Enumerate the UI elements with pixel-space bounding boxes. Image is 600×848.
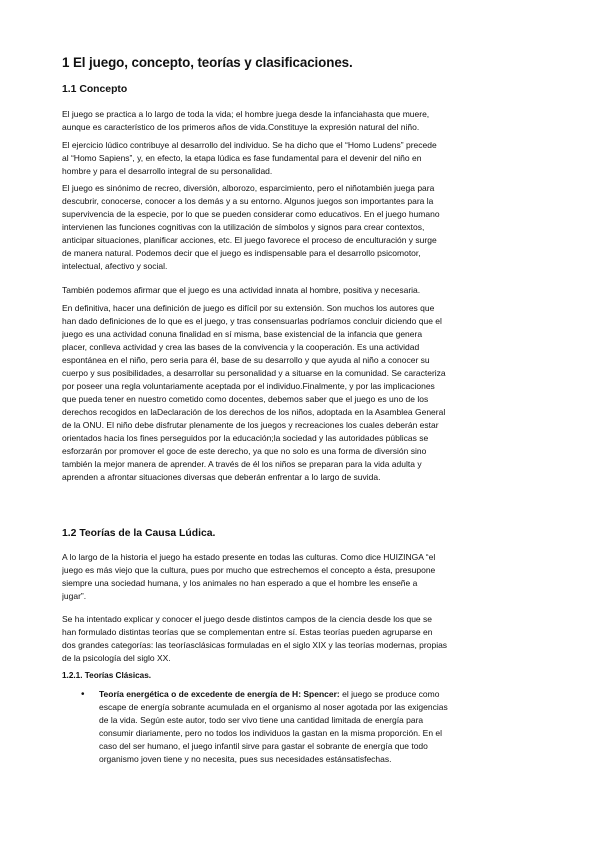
text-line: organismo joven tiene y no necesita, pues sus necesidades estánsatisfechas.	[99, 754, 392, 764]
text-line: de la psicología del siglo XX.	[62, 653, 171, 663]
text-line: intelectual, afectivo y social.	[62, 261, 168, 271]
list-item	[99, 688, 542, 766]
text-line: juego es más viejo que la cultura, pues por mucho que estrechemos el concepto a ésta, presupone	[62, 565, 436, 575]
text-line: supervivencia de la especie, por lo que se pueden considerar como educativos. En el juego humano	[62, 209, 440, 219]
text-line: al “Homo Sapiens”, y, en efecto, la etapa lúdica es fase fundamental para el devenir del niño en	[62, 153, 422, 163]
paragraph	[62, 551, 542, 603]
text-line: derechos recogidos en laDeclaración de los derechos de los niños, adoptada en la Asamblea General	[62, 407, 446, 417]
text-line: dos grandes categorías: las teoríasclásicas formuladas en el siglo XIX y las teorías modernas, propias	[62, 640, 448, 650]
bullet-icon: •	[81, 689, 85, 700]
section-heading-1-2: 1.2 Teorías de la Causa Lúdica.	[62, 528, 216, 539]
text-line: cuerpo y sus posibilidades, a desarrollar su personalidad y a situarse en la comunidad. Se caracteriza	[62, 368, 446, 378]
text-line: también la mejor manera de aprender. A través de él los niños se preparan para la vida adulta y	[62, 459, 422, 469]
text-run: el juego se produce como	[339, 689, 440, 699]
section-heading-1-1: 1.1 Concepto	[62, 84, 128, 95]
text-line: han dado definiciones de lo que es el juego, y tras consensuarlas podríamos concluir diciendo que el	[62, 316, 442, 326]
text-line: hombre y para el desarrollo integral de su personalidad.	[62, 166, 273, 176]
paragraph	[62, 613, 542, 665]
paragraph	[62, 284, 542, 297]
text-line: aprenden a afrontar situaciones diversas que deberán enfrentar a lo largo de suvida.	[62, 472, 381, 482]
text-line: intervienen las funciones cognitivas con la utilización de símbolos y signos para crear contextos,	[62, 222, 425, 232]
text-line	[99, 688, 542, 701]
text-line: aunque es característico de los primeros años de vida.Constituye la expresión natural del niño.	[62, 122, 420, 132]
text-line: El juego se practica a lo largo de toda la vida; el hombre juega desde la infanciahasta que muere,	[62, 109, 430, 119]
text-line: El ejercicio lúdico contribuye al desarrollo del individuo. Se ha dicho que el “Homo Ludens” precede	[62, 140, 437, 150]
text-line: placer, conlleva actividad y crea las bases de la convivencia y la cooperación. Es una actividad	[62, 342, 420, 352]
text-line: A lo largo de la historia el juego ha estado presente en todas las culturas. Como dice HUIZINGA “el	[62, 552, 436, 562]
paragraph	[62, 108, 542, 134]
text-line: El juego es sinónimo de recreo, diversión, alborozo, esparcimiento, pero el niñotambién juega para	[62, 183, 435, 193]
bold-lead: Teoría energética o de excedente de energía de H: Spencer:	[99, 689, 340, 699]
paragraph	[62, 139, 542, 178]
text-line: por poseer una regla voluntariamente aceptada por el individuo.Finalmente, y por las implicaciones	[62, 381, 435, 391]
document-title: 1 El juego, concepto, teorías y clasificaciones.	[62, 55, 353, 70]
text-line: de la ONU. El niño debe disfrutar plenamente de los juegos y recreaciones los cuales deberán estar	[62, 420, 439, 430]
text-line: orientados hacia los fines perseguidos por la educación;la sociedad y las autoridades públicas se	[62, 433, 429, 443]
text-line: siempre una sociedad humana, y los animales no han esperado a que el hombre les enseñe a	[62, 578, 418, 588]
text-line: descubrir, conocerse, conocer a los demás y a su entorno. Algunos juegos son importantes para la	[62, 196, 434, 206]
text-line: han formulado distintas teorías que se complementan entre sí. Estas teorías pueden agruparse en	[62, 627, 433, 637]
text-line: de manera natural. Podemos decir que el juego es indispensable para el desarrollo psicomotor,	[62, 248, 421, 258]
text-line: caso del ser humano, el juego infantil sirve para gastar el sobrante de energía que todo	[99, 741, 428, 751]
text-line: consumir diariamente, pero no todos los individuos la gastan en la misma proporción. En el	[99, 728, 443, 738]
text-line: En definitiva, hacer una definición de juego es difícil por su extensión. Son muchos los autores que	[62, 303, 435, 313]
text-line: escape de energía sobrante acumulada en el organismo al noser agotada por las exigencias	[99, 702, 448, 712]
text-line: que pueda tener en nuestro cometido como docentes, debemos saber que el juego es uno de los	[62, 394, 429, 404]
text-line: de la vida. Según este autor, todo ser vivo tiene una cantidad limitada de energía para	[99, 715, 424, 725]
text-line: También podemos afirmar que el juego es una actividad innata al hombre, positiva y necesaria.	[62, 285, 421, 295]
paragraph	[62, 302, 542, 484]
paragraph	[62, 182, 542, 273]
text-line: Se ha intentado explicar y conocer el juego desde distintos campos de la ciencia desde los que se	[62, 614, 432, 624]
text-line: esforzarán por promover el goce de este derecho, ya que no solo es una forma de diversión sino	[62, 446, 427, 456]
subsection-heading-1-2-1: 1.2.1. Teorías Clásicas.	[62, 671, 152, 680]
text-line: juego es una actividad conuna finalidad en sí misma, base existencial de la infancia que genera	[62, 329, 423, 339]
text-line: jugar”.	[62, 591, 87, 601]
text-line: anticipar situaciones, planificar acciones, etc. El juego favorece el proceso de enculturación y surge	[62, 235, 437, 245]
text-line: espontánea en el niño, pero seria para él, base de su desarrollo y que ayuda al niño a conocer su	[62, 355, 430, 365]
